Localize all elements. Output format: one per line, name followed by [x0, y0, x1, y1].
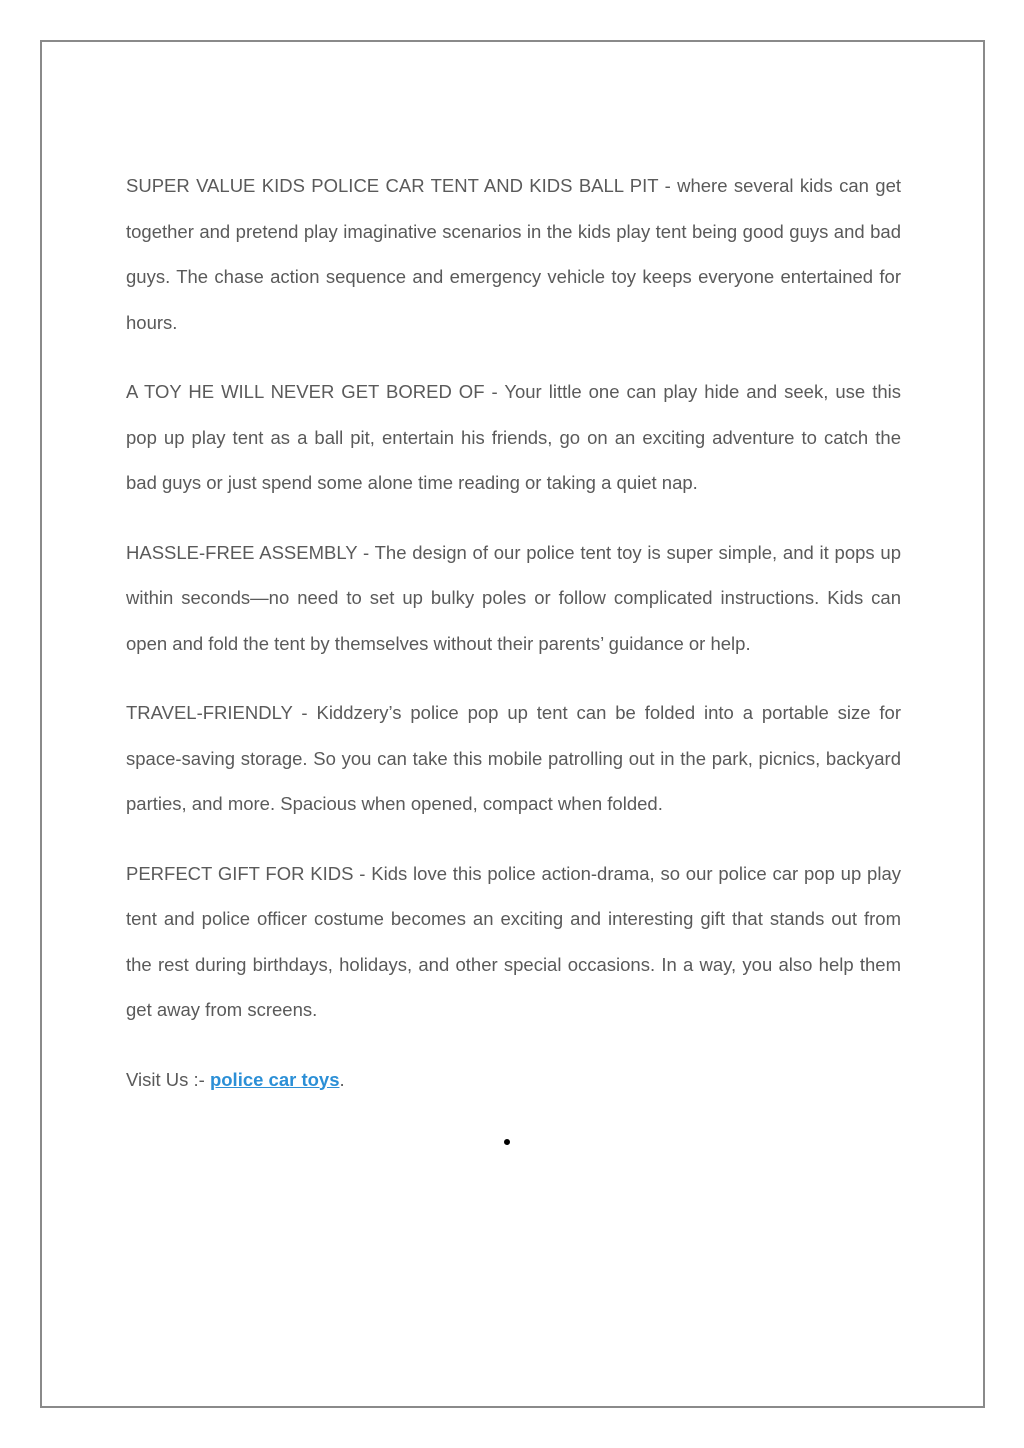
paragraph-police-car-tent [126, 163, 901, 345]
paragraph-heading: TRAVEL-FRIENDLY [126, 702, 293, 723]
visit-us-line [126, 1057, 901, 1103]
paragraph-heading: SUPER VALUE KIDS POLICE CAR TENT AND KIDS BALL PIT [126, 175, 659, 196]
visit-us-prefix: Visit Us :- [126, 1068, 210, 1090]
bullet-dot-icon [504, 1139, 510, 1145]
document-page [40, 40, 985, 1408]
paragraph-body: - Your little one can play hide and seek, use this pop up play tent as a ball pit, entertain his friends, go on an exciting adventure to catch the bad guys or just spend some alone time reading or taking a quiet nap. [126, 381, 901, 493]
paragraph-heading: A TOY HE WILL NEVER GET BORED OF [126, 381, 485, 402]
police-car-toys-link[interactable]: police car toys [209, 1068, 340, 1090]
paragraph-never-bored [126, 369, 901, 506]
paragraph-body: - where several kids can get together and pretend play imaginative scenarios in the kids play tent being good guys and bad guys. The chase action sequence and emergency vehicle toy keeps everyone entertained for hours. [126, 175, 901, 333]
paragraph-heading: PERFECT GIFT FOR KIDS [126, 862, 354, 884]
visit-us-suffix: . [339, 1068, 345, 1090]
paragraph-travel-friendly [126, 690, 901, 827]
document-body [126, 163, 901, 1102]
paragraph-heading: HASSLE-FREE ASSEMBLY [126, 541, 358, 563]
paragraph-assembly [126, 530, 901, 667]
paragraph-perfect-gift [126, 851, 901, 1033]
paragraph-body: - The design of our police tent toy is super simple, and it pops up within seconds—no need to set up bulky poles or follow complicated instructions. Kids can open and fold the tent by themselves without their parents’ guidance or help. [126, 541, 902, 654]
paragraph-body: - Kiddzery’s police pop up tent can be folded into a portable size for space-saving storage. So you can take this mobile patrolling out in the park, picnics, backyard parties, and more. Spacious when opened, compact when folded. [126, 702, 901, 814]
paragraph-body: - Kids love this police action-drama, so our police car pop up play tent and police officer costume becomes an exciting and interesting gift that stands out from the rest during birthdays, holidays, and other special occasions. In a way, you also help them get away from screens. [126, 862, 901, 1020]
